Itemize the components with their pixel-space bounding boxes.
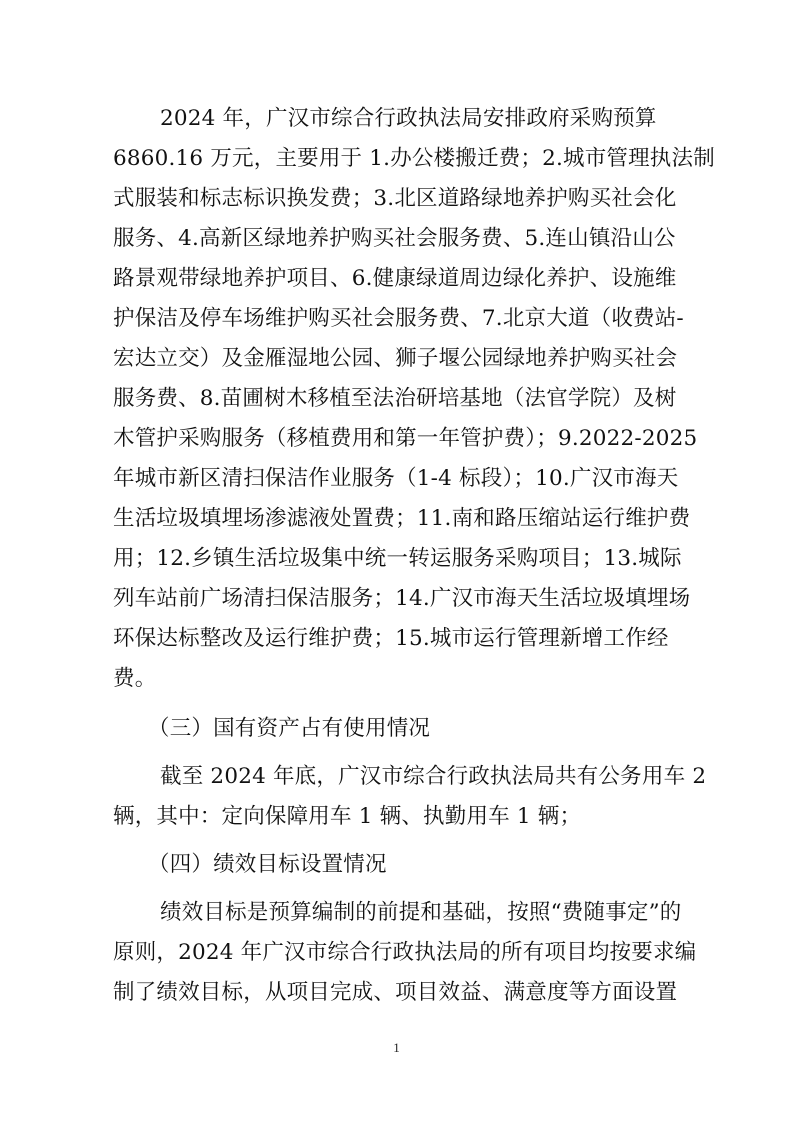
section-heading-4: （四）绩效目标设置情况 xyxy=(148,852,387,877)
text-line-2: 6860.16 万元，主要用于 1.办公楼搬迁费；2.城市管理执法制 xyxy=(113,146,715,171)
text-line-21: 原则，2024 年广汉市综合行政执法局的所有项目均按要求编 xyxy=(113,940,697,965)
text-line-11: 生活垃圾填埋场渗滤液处置费；11.南和路压缩站运行维护费 xyxy=(113,506,691,531)
text-line-13: 列车站前广场清扫保洁服务；14.广汉市海天生活垃圾填埋场 xyxy=(113,586,691,611)
text-line-9: 木管护采购服务（移植费用和第一年管护费）；9.2022-2025 xyxy=(113,426,698,451)
text-line-18: 辆，其中：定向保障用车 1 辆、执勤用车 1 辆； xyxy=(113,804,582,829)
text-line-10: 年城市新区清扫保洁作业服务（1-4 标段）；10.广汉市海天 xyxy=(113,466,679,491)
text-line-17: 截至 2024 年底，广汉市综合行政执法局共有公务用车 2 xyxy=(160,764,707,789)
text-line-20: 绩效目标是预算编制的前提和基础，按照“费随事定”的 xyxy=(160,900,682,925)
text-line-22: 制了绩效目标，从项目完成、项目效益、满意度等方面设置 xyxy=(113,980,678,1005)
text-line-5: 路景观带绿地养护项目、6.健康绿道周边绿化养护、设施维 xyxy=(113,266,677,291)
text-line-15: 费。 xyxy=(113,666,157,691)
text-line-14: 环保达标整改及运行维护费；15.城市运行管理新增工作经 xyxy=(113,626,669,651)
text-line-7: 宏达立交）及金雁湿地公园、狮子堰公园绿地养护购买社会 xyxy=(113,346,678,371)
text-line-4: 服务、4.高新区绿地养护购买社会服务费、5.连山镇沿山公 xyxy=(113,226,676,251)
text-line-12: 用；12.乡镇生活垃圾集中统一转运服务采购项目；13.城际 xyxy=(113,546,682,571)
text-line-1: 2024 年，广汉市综合行政执法局安排政府采购预算 xyxy=(160,106,657,131)
text-line-3: 式服装和标志标识换发费；3.北区道路绿地养护购买社会化 xyxy=(113,186,677,211)
section-heading-3: （三）国有资产占有使用情况 xyxy=(148,716,431,741)
page-number: 1 xyxy=(393,1040,400,1055)
text-line-8: 服务费、8.苗圃树木移植至法治研培基地（法官学院）及树 xyxy=(113,386,677,411)
text-line-6: 护保洁及停车场维护购买社会服务费、7.北京大道（收费站- xyxy=(113,306,684,331)
